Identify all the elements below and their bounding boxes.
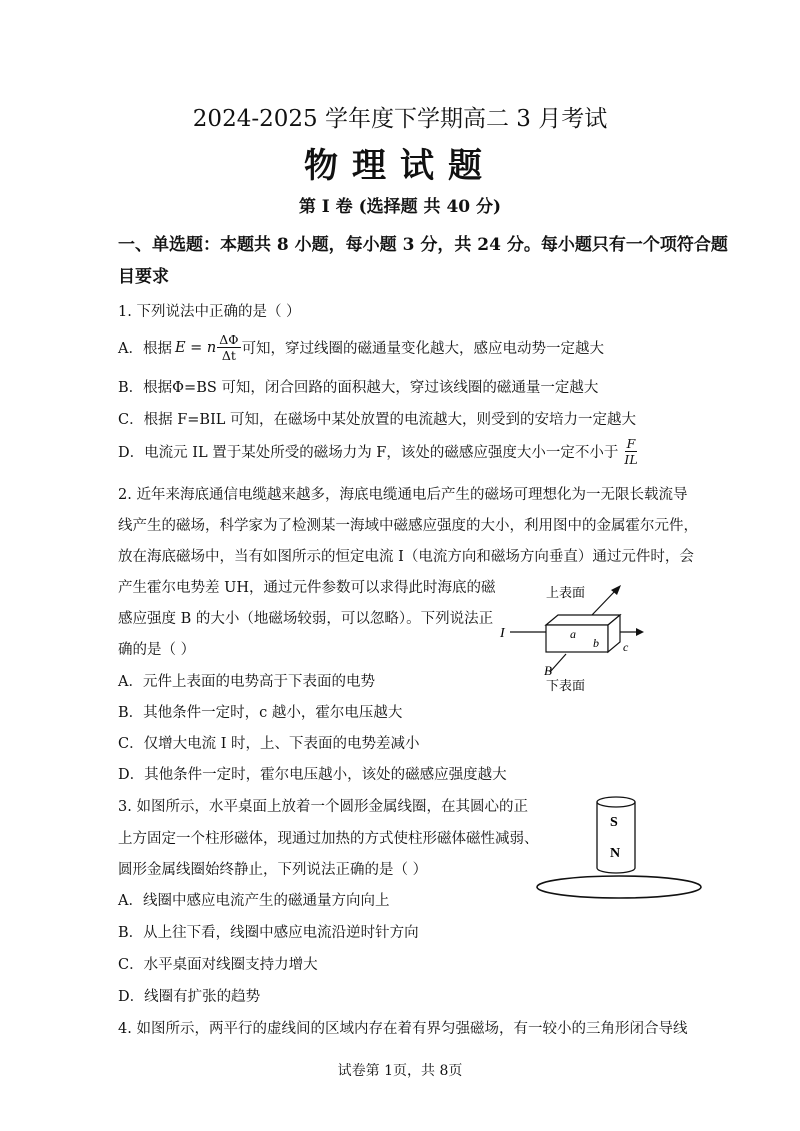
exam-title: 2024-2025 学年度下学期高二 3 月考试	[192, 106, 608, 132]
q2-option-c: C．仅增大电流 I 时，上、下表面的电势差减小	[118, 736, 420, 752]
label-N: N	[610, 846, 621, 861]
q3-line3: 圆形金属线圈始终静止，下列说法正确的是（ ）	[118, 862, 428, 878]
q2-line3: 放在海底磁场中，当有如图所示的恒定电流 I（电流方向和磁场方向垂直）通过元件时，会	[118, 549, 694, 565]
metal-coil	[537, 876, 701, 898]
label-bottom-surface: 下表面	[546, 678, 586, 693]
q1-option-a	[118, 332, 604, 363]
label-b: b	[593, 636, 599, 650]
q1-option-d	[118, 436, 641, 467]
label-top-surface: 上表面	[546, 585, 586, 600]
volume-title: 第 I 卷 (选择题 共 40 分)	[298, 197, 502, 217]
magnet-top	[597, 797, 635, 807]
q2-line2: 线产生的磁场，科学家为了检测某一海域中磁感应强度的大小，利用图中的金属霍尔元件，	[118, 518, 698, 534]
page-footer: 试卷第 1页，共 8页	[337, 1063, 463, 1079]
label-a: a	[570, 627, 576, 641]
q4-line1: 4. 如图所示，两平行的虚线间的区域内存在着有界匀强磁场，有一较小的三角形闭合导线	[118, 1021, 688, 1037]
current-arrowhead	[636, 628, 644, 636]
q1-option-c: C．根据 F=BIL 可知，在磁场中某处放置的电流越大，则受到的安培力一定越大	[118, 412, 637, 428]
section1-heading-line2: 目要求	[118, 267, 169, 287]
q1-a-prefix: A．根据	[118, 341, 172, 357]
magnet-body	[597, 802, 635, 873]
hall-element-figure	[490, 580, 670, 695]
q2-option-a: A．元件上表面的电势高于下表面的电势	[118, 674, 375, 690]
label-B: B	[544, 663, 552, 678]
q1-stem: 1. 下列说法中正确的是（ ）	[118, 304, 301, 320]
q1-a-suffix: 可知，穿过线圈的磁通量变化越大，感应电动势一定越大	[241, 341, 605, 357]
q2-option-b: B．其他条件一定时，c 越小，霍尔电压越大	[118, 705, 403, 721]
q1-a-frac-num: ΔΦ	[219, 332, 239, 347]
b-field-lower	[550, 654, 566, 672]
label-S: S	[610, 815, 618, 830]
q3-option-c: C．水平桌面对线圈支持力增大	[118, 957, 318, 973]
q2-line5: 感应强度 B 的大小（地磁场较弱，可以忽略）。下列说法正	[118, 611, 494, 627]
q2-option-d: D．其他条件一定时，霍尔电压越小，该处的磁感应强度越大	[118, 767, 507, 783]
label-current-I: I	[500, 626, 505, 641]
label-c: c	[623, 640, 629, 654]
subject-title: 物理试题	[304, 146, 496, 186]
q3-option-b: B．从上往下看，线圈中感应电流沿逆时针方向	[118, 925, 419, 941]
q1-a-frac-den: Δt	[221, 348, 236, 363]
q2-line6: 确的是（ ）	[118, 642, 196, 658]
q3-option-d: D．线圈有扩张的趋势	[118, 989, 261, 1005]
q1-a-formula-lhs: E = n	[174, 339, 217, 356]
q1-d-frac-den: IL	[624, 452, 638, 467]
q1-d-text: D．电流元 IL 置于某处所受的磁场力为 F，该处的磁感应强度大小一定不小于	[118, 445, 619, 461]
q1-option-b: B．根据Φ=BS 可知，闭合回路的面积越大，穿过该线圈的磁通量一定越大	[118, 380, 599, 396]
q3-option-a: A．线圈中感应电流产生的磁通量方向向上	[118, 893, 390, 909]
q2-line4: 产生霍尔电势差 UH，通过元件参数可以求得此时海底的磁	[118, 580, 496, 596]
q1-d-frac-num: F	[626, 436, 636, 451]
b-field-upper	[592, 590, 616, 615]
q3-line1: 3. 如图所示，水平桌面上放着一个圆形金属线圈，在其圆心的正	[118, 799, 528, 815]
q2-line1: 2. 近年来海底通信电缆越来越多，海底电缆通电后产生的磁场可理想化为一无限长载流导	[118, 487, 688, 503]
q1-a-fraction	[217, 332, 240, 363]
section1-heading-line1: 一、单选题：本题共 8 小题，每小题 3 分，共 24 分。每小题只有一个项符合题	[118, 235, 728, 255]
q3-line2: 上方固定一个柱形磁体，现通过加热的方式使柱形磁体磁性减弱、	[118, 831, 539, 847]
magnet-coil-figure	[535, 790, 705, 900]
q1-d-fraction	[622, 436, 639, 467]
